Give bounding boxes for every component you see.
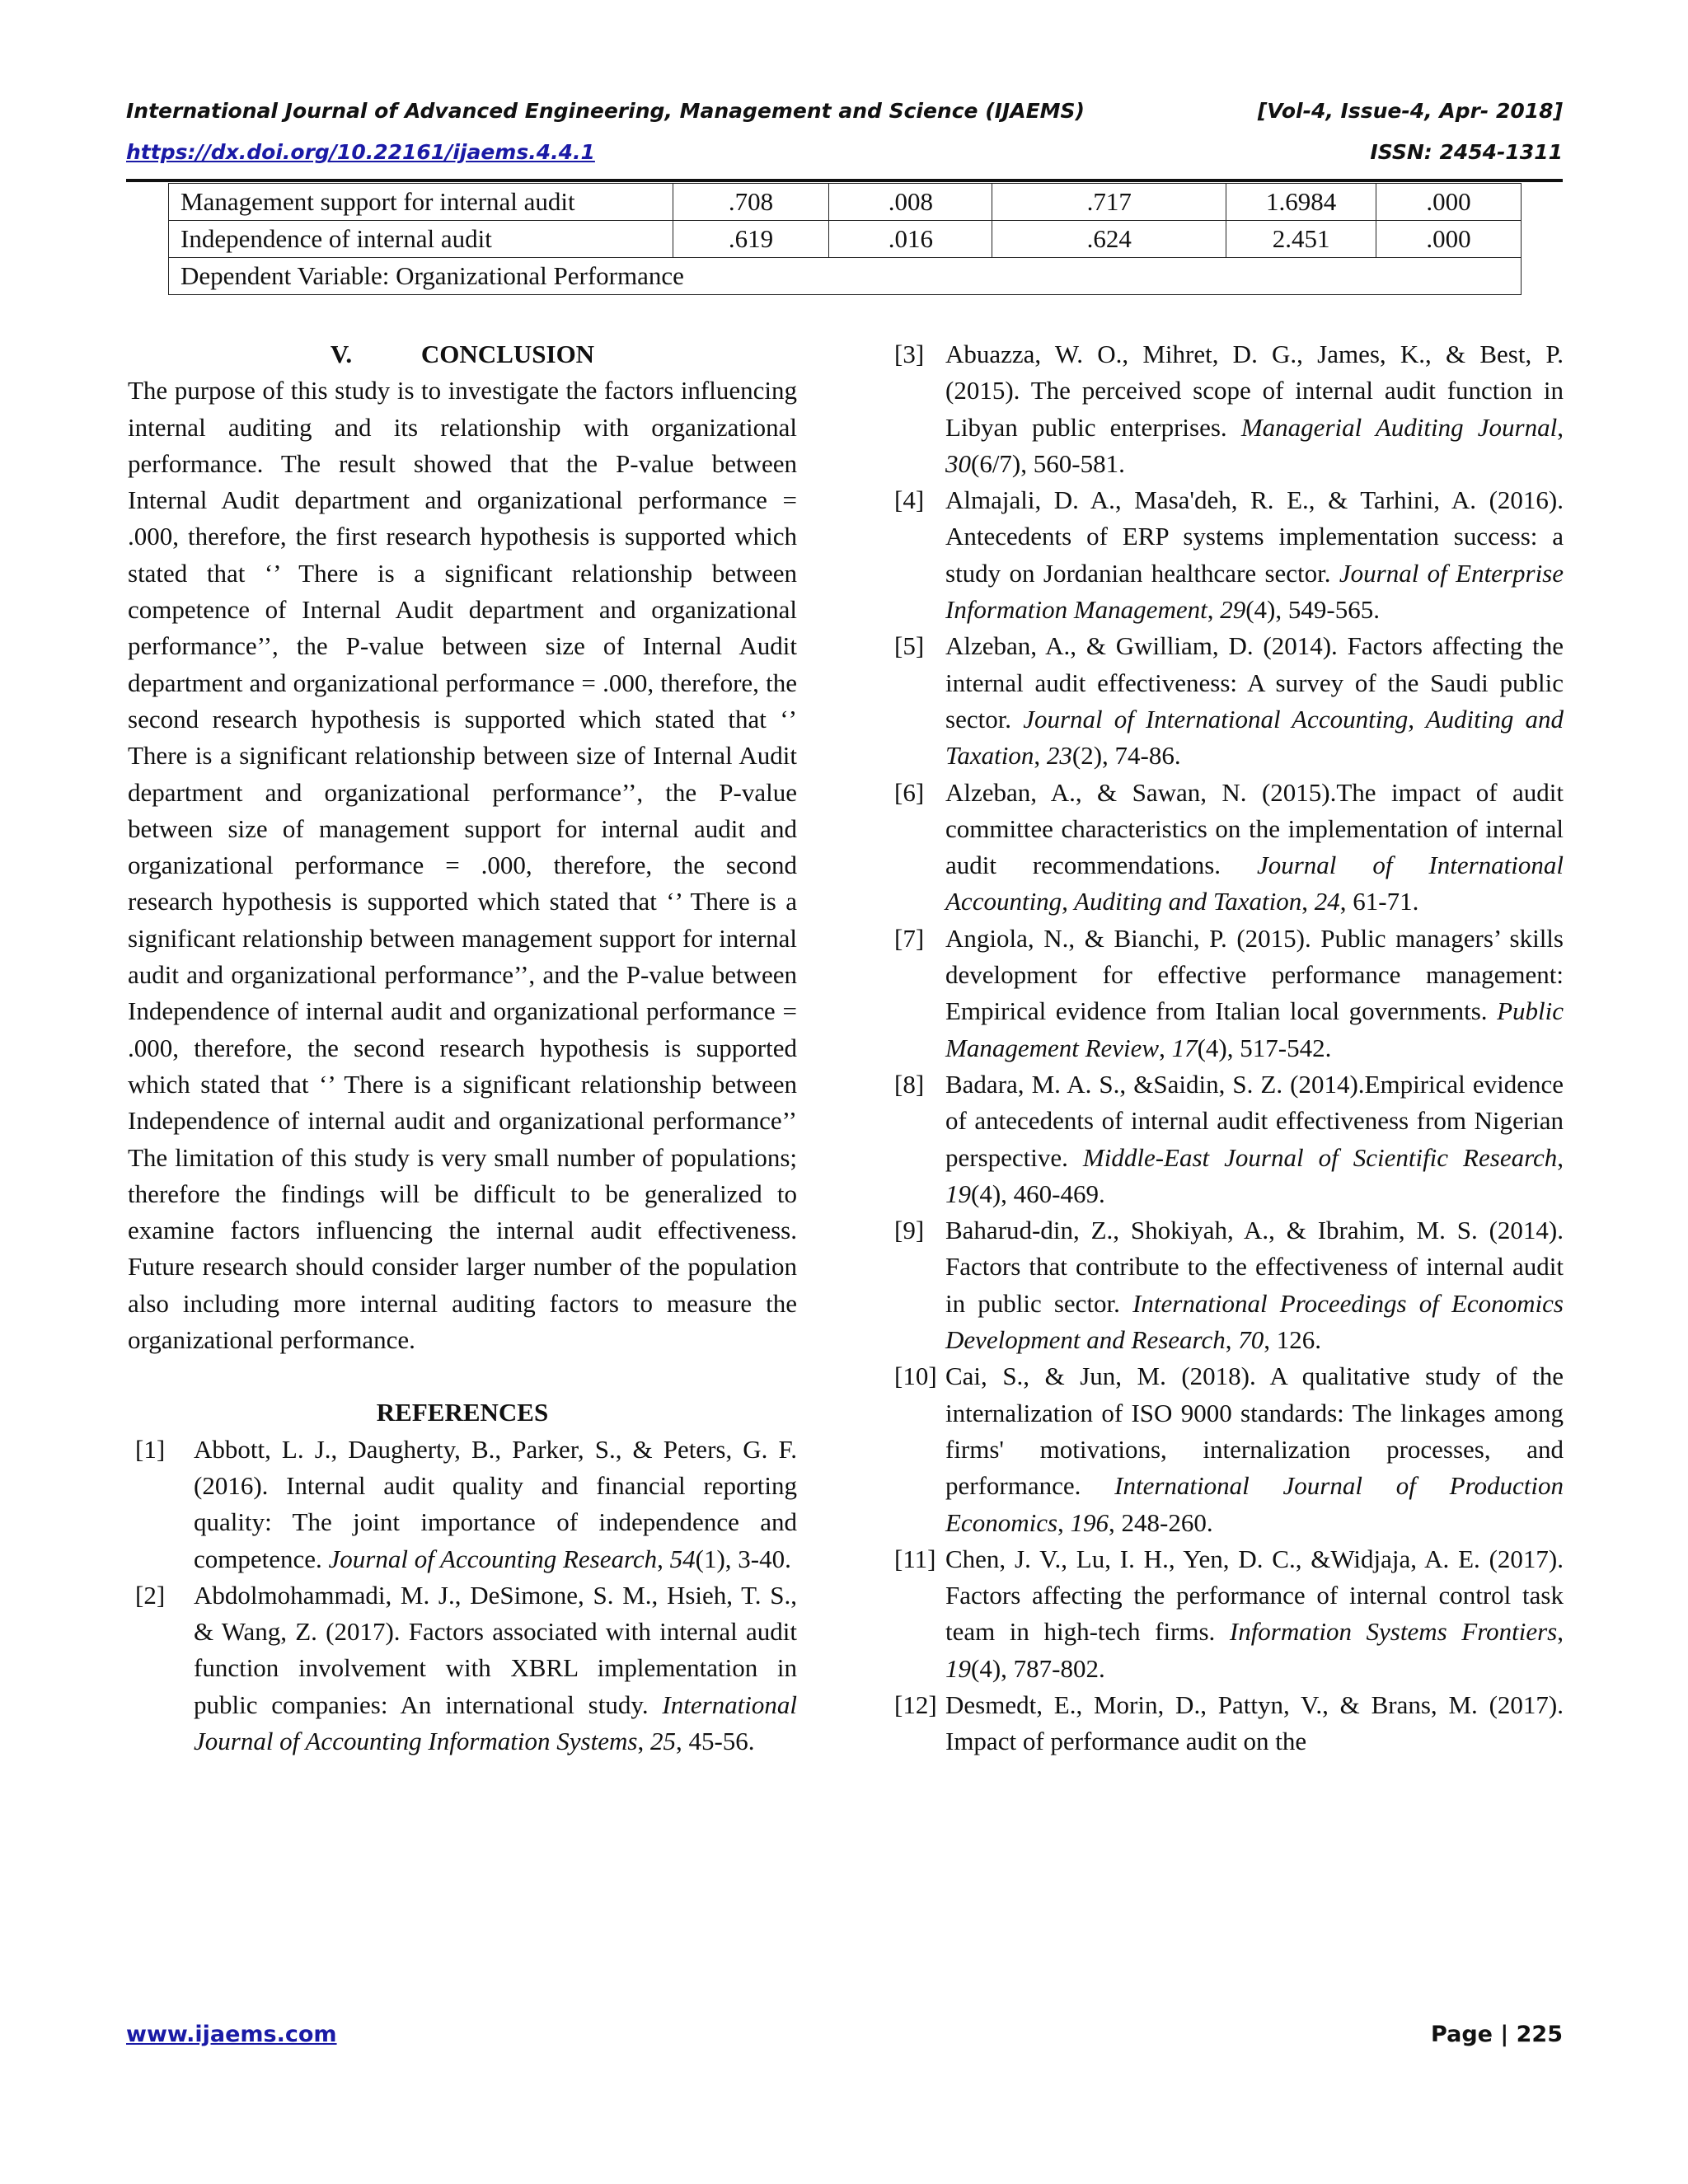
table-cell: .000 — [1376, 221, 1522, 258]
reference-mid: , — [1057, 1507, 1071, 1537]
reference-vol: 70 — [1238, 1325, 1264, 1355]
reference-mid: , — [1159, 1033, 1172, 1062]
section-title: CONCLUSION — [420, 340, 595, 368]
reference-item — [894, 482, 1564, 628]
reference-pre: Baharud-din, Z., Shokiyah, A., & Ibrahim, M. S. (2014). Factors that contribute to the effectiveness of internal audit in public sector. — [945, 1216, 1564, 1318]
references-heading: REFERENCES — [376, 1398, 549, 1427]
reference-item — [128, 1432, 797, 1577]
reference-post: (2), 74-86. — [1071, 741, 1181, 771]
reference-vol: 196 — [1070, 1507, 1109, 1537]
reference-number: [6] — [894, 777, 925, 807]
reference-journal: International Journal of Production Economics — [945, 1471, 1564, 1537]
reference-number: [7] — [894, 923, 925, 953]
page-footer — [126, 2022, 1563, 2047]
table-cell-label: Independence of internal audit — [169, 221, 673, 258]
reference-text — [945, 1541, 1564, 1687]
reference-pre: Almajali, D. A., Masa'deh, R. E., & Tarhini, A. (2016). Antecedents of ERP systems implementation success: a study on Jordanian healthcare sector. — [945, 485, 1564, 588]
reference-text — [945, 775, 1564, 921]
reference-post: , 126. — [1264, 1325, 1321, 1355]
reference-item — [894, 336, 1564, 482]
table-cell: .619 — [673, 221, 829, 258]
reference-text — [945, 1687, 1564, 1760]
reference-post: (1), 3-40. — [695, 1544, 791, 1573]
reference-post: (4), 460-469. — [971, 1179, 1105, 1208]
reference-number: [2] — [135, 1580, 166, 1610]
table-cell: .624 — [992, 221, 1226, 258]
table-row — [169, 184, 1522, 221]
reference-mid: , — [1034, 741, 1047, 771]
reference-item — [894, 1541, 1564, 1687]
reference-text — [945, 921, 1564, 1066]
reference-pre: Alzeban, A., & Sawan, N. (2015).The impact of audit committee characteristics on the implementation of internal audit recommendations. — [945, 777, 1564, 880]
reference-number: [8] — [894, 1069, 925, 1099]
reference-journal: Journal of International Accounting, Auditing and Taxation — [945, 851, 1564, 916]
table-cell: 1.6984 — [1226, 184, 1376, 221]
reference-item — [894, 1687, 1564, 1760]
reference-mid: , — [637, 1726, 650, 1755]
reference-pre: Abbott, L. J., Daugherty, B., Parker, S., & Peters, G. F. (2016). Internal audit quality and financial reporting quality: The joint importance of independence and competence. — [194, 1434, 797, 1573]
reference-number: [9] — [894, 1216, 925, 1245]
reference-pre: Chen, J. V., Lu, I. H., Yen, D. C., &Widjaja, A. E. (2017). Factors affecting the performance of internal control task team in high-tech firms. — [945, 1544, 1564, 1647]
table-note-row — [169, 258, 1522, 295]
reference-mid: , — [1225, 1325, 1239, 1355]
reference-item — [894, 775, 1564, 921]
issn: ISSN: 2454-1311 — [1370, 140, 1563, 164]
reference-number: [4] — [894, 485, 925, 515]
table-note: Dependent Variable: Organizational Performance — [169, 258, 1522, 295]
table-cell: 2.451 — [1226, 221, 1376, 258]
reference-text — [945, 1212, 1564, 1358]
reference-item — [894, 1212, 1564, 1358]
table-cell: .717 — [992, 184, 1226, 221]
journal-title: International Journal of Advanced Engineering, Management and Science (IJAEMS) — [126, 99, 1085, 123]
reference-mid: , — [1207, 595, 1221, 625]
reference-text — [945, 336, 1564, 482]
reference-item — [894, 1066, 1564, 1212]
reference-post: (4), 787-802. — [971, 1653, 1105, 1683]
reference-pre: Desmedt, E., Morin, D., Pattyn, V., & Brans, M. (2017). Impact of performance audit on the — [945, 1690, 1564, 1756]
reference-item — [128, 1577, 797, 1760]
reference-vol: 24 — [1314, 887, 1340, 916]
table-row — [169, 221, 1522, 258]
reference-vol: 30 — [945, 448, 971, 478]
page-number: Page | 225 — [1431, 2022, 1563, 2047]
running-header — [126, 99, 1563, 123]
reference-vol: 19 — [945, 1653, 971, 1683]
reference-number: [12] — [894, 1690, 937, 1719]
reference-text — [945, 1066, 1564, 1212]
reference-text — [945, 628, 1564, 774]
reference-post: , 61-71. — [1339, 887, 1419, 916]
reference-journal: Middle-East Journal of Scientific Research — [1082, 1142, 1558, 1172]
issue-info: [Vol-4, Issue-4, Apr- 2018] — [1257, 99, 1563, 123]
header-rule — [126, 179, 1563, 182]
reference-mid: , — [1557, 412, 1564, 442]
reference-mid: , — [1301, 887, 1315, 916]
table-cell: .016 — [829, 221, 992, 258]
reference-item — [894, 628, 1564, 774]
right-column — [894, 336, 1564, 1760]
reference-text — [945, 1358, 1564, 1540]
reference-mid: , — [1557, 1142, 1564, 1172]
conclusion-paragraph: The purpose of this study is to investigate the factors influencing internal auditing and its relationship with organizational performance. The result showed that the P-value between Internal Audit department and organizational performance = .000, therefore, the first research hypothesis is supported which stated that ‘’ There is a significant relationship between competence of Internal Audit department and organizational performance’’, the P-value between size of Internal Audit department and organizational performance = .000, therefore, the second research hypothesis is supported which stated that ‘’ There is a significant relationship between size of Internal Audit department and organizational performance’’, the P-value between size of management support for internal audit and organizational performance = .000, therefore, the second research hypothesis is supported which stated that ‘’ There is a significant relationship between management support for internal audit and organizational performance’’, and the P-value between Independence of internal audit and organizational performance = .000, therefore, the second research hypothesis is supported which stated that ‘’ There is a significant relationship between Independence of internal audit and organizational performance’’ The limitation of this study is very small number of populations; therefore the findings will be difficult to be generalized to examine factors influencing the internal audit effectiveness. Future research should consider larger number of the population also including more internal auditing factors to measure the organizational performance. — [128, 376, 797, 1355]
reference-post: (4), 549-565. — [1245, 595, 1380, 625]
reference-text — [945, 482, 1564, 628]
reference-journal: Public Management Review — [945, 996, 1564, 1062]
results-table — [168, 183, 1522, 295]
table-cell: .008 — [829, 184, 992, 221]
reference-number: [10] — [894, 1361, 937, 1391]
reference-text — [194, 1577, 797, 1760]
reference-vol: 17 — [1171, 1033, 1198, 1062]
reference-vol: 25 — [649, 1726, 676, 1755]
reference-number: [5] — [894, 631, 925, 661]
website-link[interactable]: www.ijaems.com — [126, 2022, 337, 2047]
reference-journal: Journal of Accounting Research — [328, 1544, 658, 1573]
table-cell: .708 — [673, 184, 829, 221]
reference-post: , 45-56. — [675, 1726, 755, 1755]
reference-number: [1] — [135, 1434, 166, 1464]
reference-item — [894, 1358, 1564, 1540]
running-header-second-line — [126, 140, 1563, 164]
reference-pre: Angiola, N., & Bianchi, P. (2015). Public managers’ skills development for effective performance management: Empirical evidence from Italian local governments. — [945, 923, 1564, 1026]
table-cell: .000 — [1376, 184, 1522, 221]
reference-vol: 23 — [1046, 741, 1072, 771]
reference-post: , 248-260. — [1109, 1507, 1213, 1537]
reference-mid: , — [657, 1544, 670, 1573]
reference-journal: Journal of Enterprise Information Management — [945, 558, 1564, 625]
reference-vol: 54 — [669, 1544, 696, 1573]
reference-list-right — [894, 336, 1564, 1760]
conclusion-heading — [128, 336, 797, 373]
reference-journal: International Journal of Accounting Information Systems — [194, 1690, 797, 1755]
reference-journal: Journal of International Accounting, Auditing and Taxation — [945, 704, 1564, 771]
reference-vol: 19 — [945, 1179, 971, 1208]
reference-journal: Managerial Auditing Journal — [1240, 412, 1558, 442]
reference-text — [194, 1432, 797, 1577]
section-number: V. — [330, 340, 353, 368]
reference-post: (6/7), 560-581. — [971, 448, 1125, 478]
doi-link[interactable]: https://dx.doi.org/10.22161/ijaems.4.4.1 — [126, 140, 595, 164]
table-cell-label: Management support for internal audit — [169, 184, 673, 221]
reference-journal: Information Systems Frontiers — [1229, 1617, 1558, 1647]
left-column — [128, 336, 797, 1760]
reference-vol: 29 — [1220, 595, 1246, 625]
reference-pre: Cai, S., & Jun, M. (2018). A qualitative study of the internalization of ISO 9000 standards: The linkages among firms' motivations, internalization processes, and performance. — [945, 1361, 1564, 1501]
reference-pre: Abdolmohammadi, M. J., DeSimone, S. M., Hsieh, T. S., & Wang, Z. (2017). Factors associated with internal audit function involvement with XBRL implementation in public companies: An international study. — [194, 1580, 797, 1719]
reference-mid: , — [1557, 1617, 1564, 1647]
reference-number: [3] — [894, 340, 925, 368]
reference-list-left — [128, 1432, 797, 1760]
reference-pre: Abuazza, W. O., Mihret, D. G., James, K., & Best, P. (2015). The perceived scope of internal audit function in Libyan public enterprises. — [945, 340, 1564, 442]
reference-item — [894, 921, 1564, 1066]
reference-journal: International Proceedings of Economics Development and Research — [945, 1288, 1564, 1355]
reference-pre: Badara, M. A. S., &Saidin, S. Z. (2014).Empirical evidence of antecedents of internal audit effectiveness from Nigerian perspective. — [945, 1069, 1564, 1172]
reference-pre: Alzeban, A., & Gwilliam, D. (2014). Factors affecting the internal audit effectiveness: A survey of the Saudi public sector. — [945, 631, 1564, 733]
reference-number: [11] — [894, 1544, 936, 1573]
reference-post: (4), 517-542. — [1197, 1033, 1332, 1062]
